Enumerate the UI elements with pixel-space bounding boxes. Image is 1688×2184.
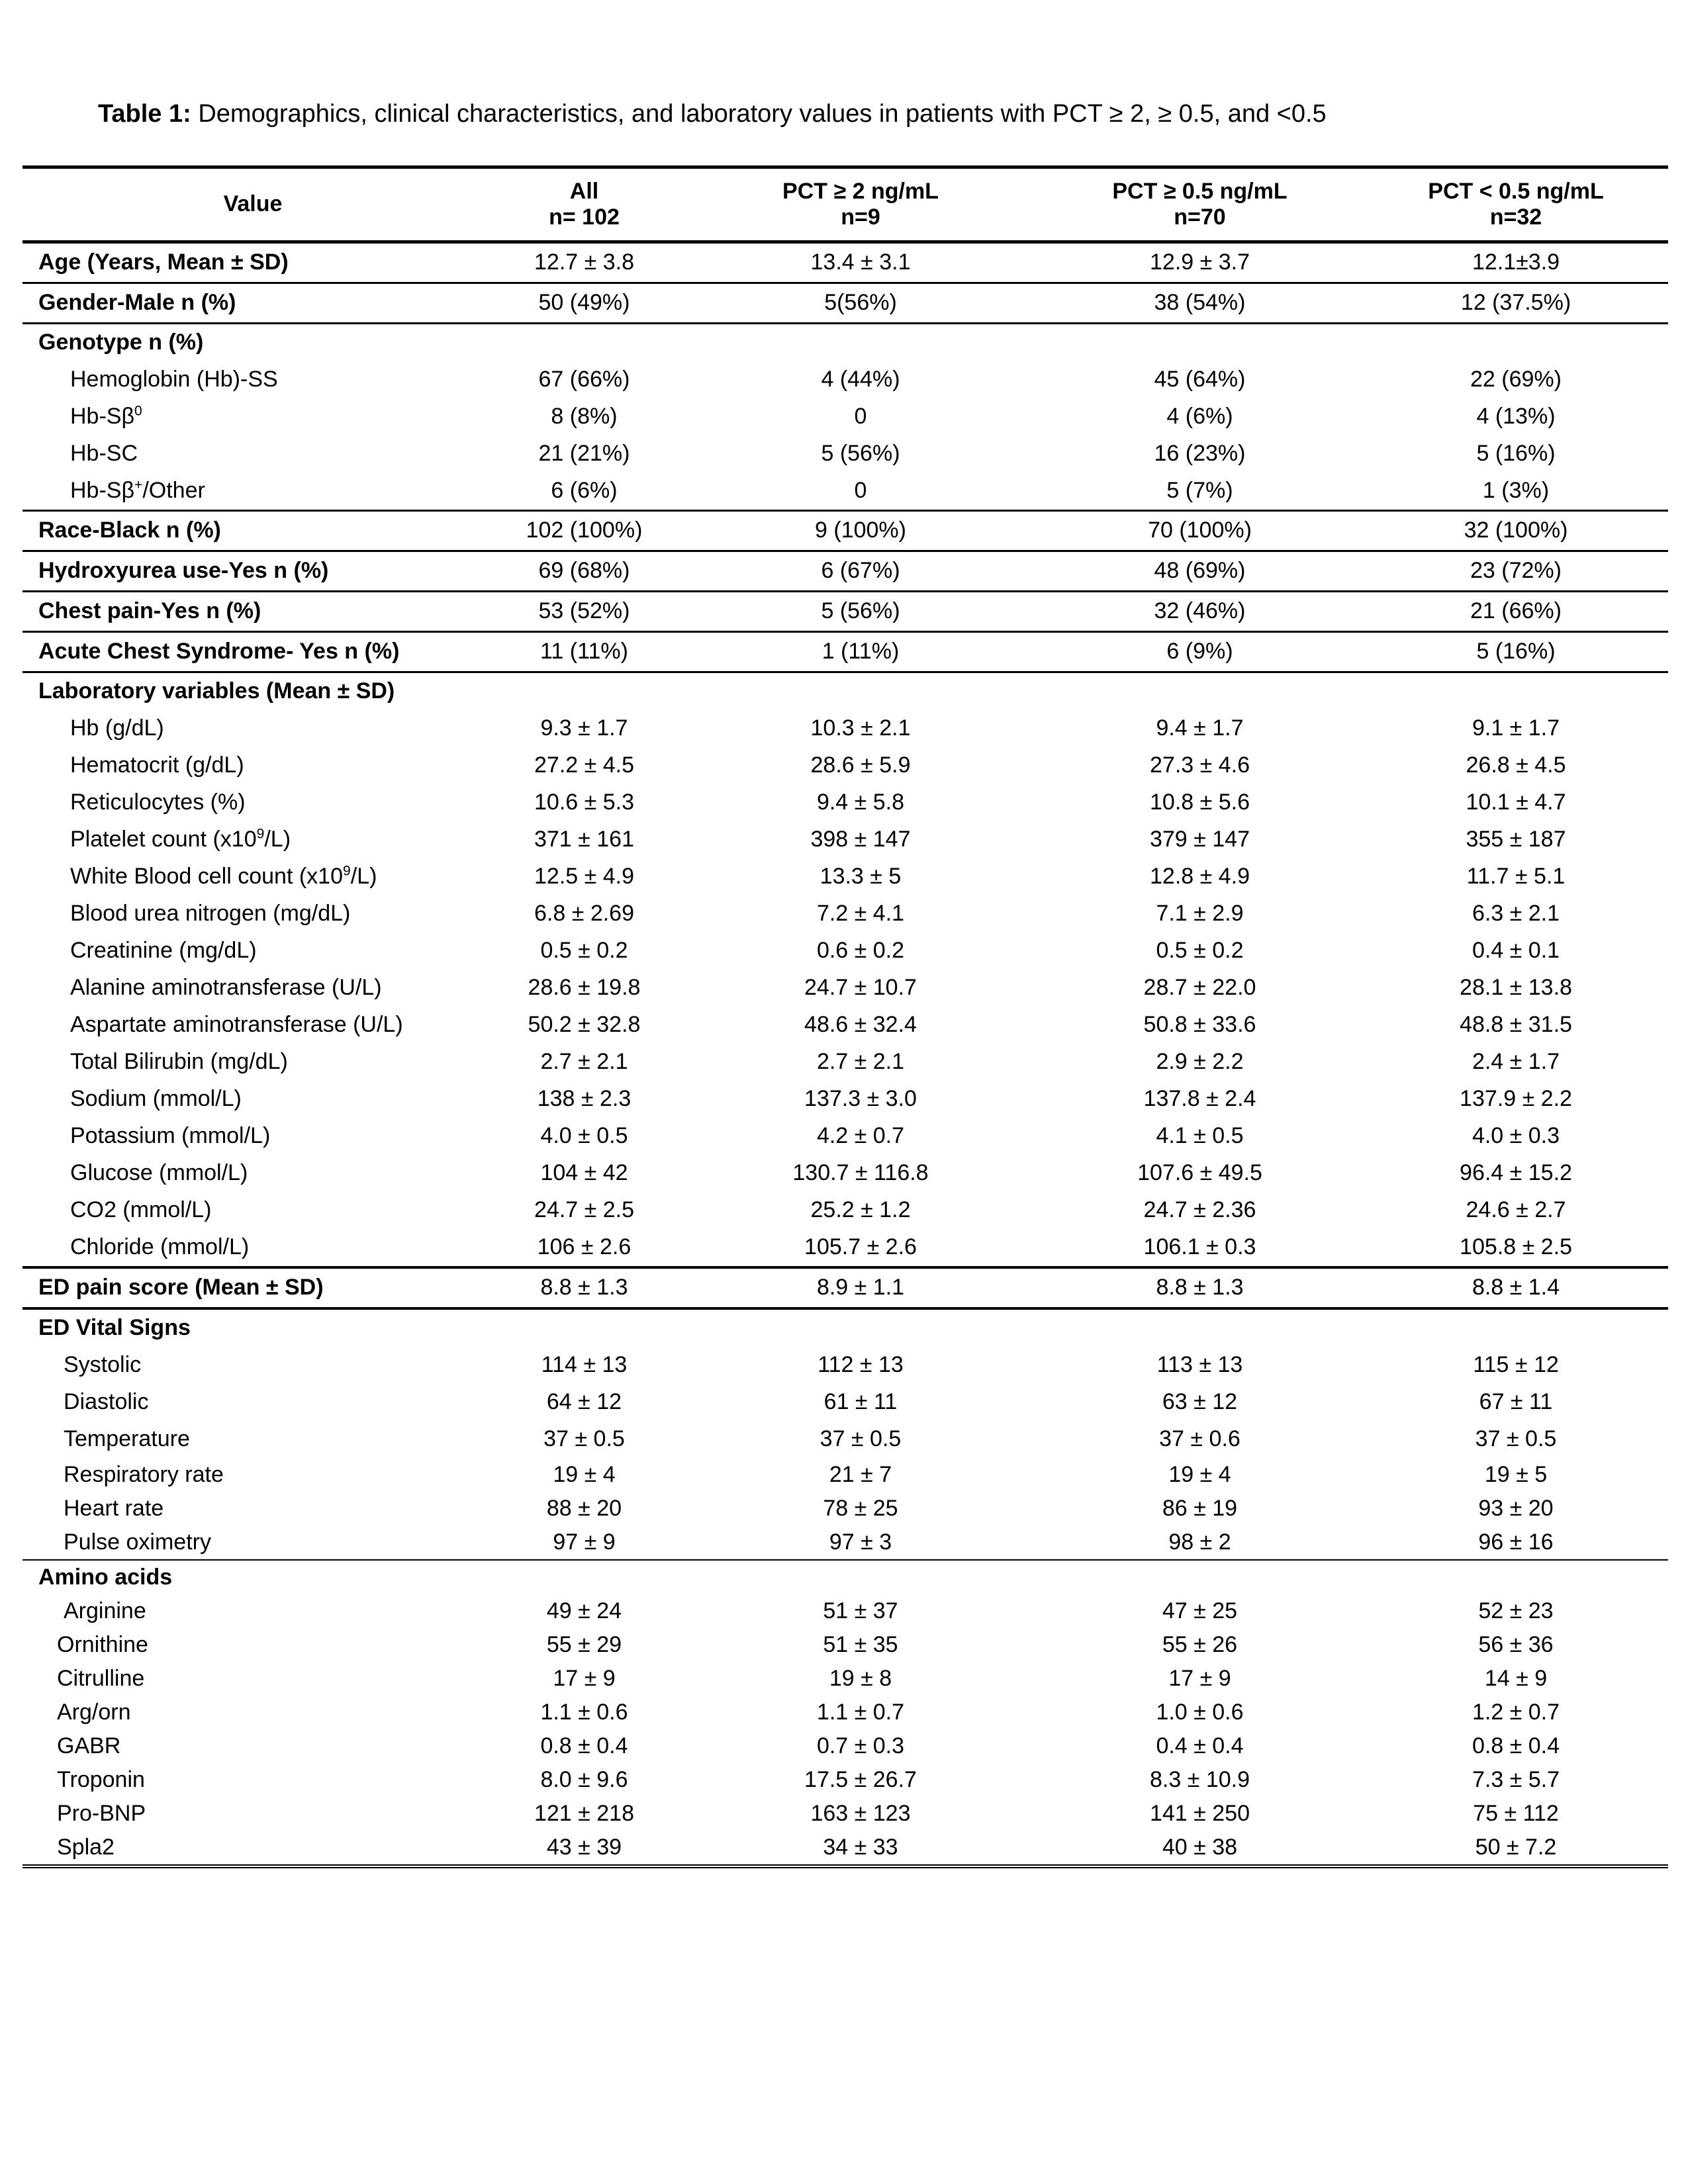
cell: 11.7 ± 5.1 — [1466, 864, 1566, 889]
cell: 12.9 ± 3.7 — [1150, 250, 1250, 275]
cell: 37 ± 0.6 — [1159, 1426, 1241, 1452]
cell: 1 (3%) — [1482, 478, 1550, 504]
cell: 12.7 ± 3.8 — [534, 250, 634, 275]
cell: 49 ± 24 — [546, 1598, 622, 1623]
table-row — [23, 1384, 1668, 1421]
table-row — [23, 1458, 1668, 1492]
table-row — [23, 858, 1668, 895]
cell: 28.6 ± 5.9 — [810, 752, 911, 778]
cell: 53 (52%) — [483, 592, 685, 632]
cell: 107.6 ± 49.5 — [1137, 1160, 1262, 1186]
cell: 0 — [854, 404, 867, 430]
cell: 28.1 ± 13.8 — [1460, 975, 1572, 1001]
cell: 51 ± 35 — [823, 1631, 898, 1657]
cell: 28.6 ± 19.8 — [528, 975, 641, 1001]
cell: 13.4 ± 3.1 — [810, 250, 911, 275]
row-label: Hematocrit (g/dL) — [70, 752, 244, 778]
cell: 32 (46%) — [1036, 592, 1364, 632]
cell: 98 ± 2 — [1168, 1529, 1231, 1555]
cell: 2.4 ± 1.7 — [1472, 1049, 1560, 1075]
cell: 0.4 ± 0.1 — [1472, 938, 1560, 964]
table-row — [23, 551, 1668, 592]
row-label: CO2 (mmol/L) — [70, 1197, 212, 1223]
cell: 4.1 ± 0.5 — [1156, 1123, 1244, 1149]
cell: 1 (11%) — [685, 632, 1036, 672]
row-label: White Blood cell count $(x10^9/L)$ — [70, 864, 377, 889]
cell: 141 ± 250 — [1149, 1800, 1250, 1826]
table-row — [23, 747, 1668, 784]
cell: 8 (8%) — [551, 404, 618, 430]
cell: 55 ± 29 — [546, 1631, 622, 1657]
table-row — [23, 1763, 1668, 1797]
cell: 137.9 ± 2.2 — [1460, 1086, 1572, 1112]
cell: 24.7 ± 2.5 — [534, 1197, 634, 1223]
cell: 26.8 ± 4.5 — [1466, 752, 1566, 778]
cell: 5(56%) — [685, 283, 1036, 324]
cell: 137.3 ± 3.0 — [804, 1086, 917, 1112]
cell: 32 (100%) — [1364, 511, 1668, 551]
cell: 0.7 ± 0.3 — [816, 1733, 905, 1758]
cell: 10.8 ± 5.6 — [1150, 790, 1250, 815]
caption-prefix: Table 1: — [98, 100, 191, 128]
cell: 11 (11%) — [483, 632, 685, 672]
cell: 38 (54%) — [1036, 283, 1364, 324]
cell: 64 ± 12 — [546, 1389, 622, 1415]
cell: 6 (6%) — [551, 478, 618, 504]
cell: 50 ± 7.2 — [1364, 1831, 1668, 1866]
row-label: Hydroxyurea use-Yes n (%) — [23, 551, 483, 592]
table-row — [23, 1118, 1668, 1155]
row-label: Sodium (mmol/L) — [70, 1086, 242, 1112]
row-label: Hb-SC — [70, 441, 138, 467]
cell: 102 (100%) — [483, 511, 685, 551]
header-pct2: PCT ≥ 2 ng/mL n=9 — [685, 167, 1036, 242]
section-row — [23, 1308, 1668, 1347]
cell: 105.7 ± 2.6 — [804, 1234, 917, 1260]
row-label: Systolic — [64, 1352, 142, 1378]
table-row — [23, 592, 1668, 632]
cell: 114 ± 13 — [541, 1352, 628, 1378]
section-label: Amino acids — [23, 1560, 483, 1594]
cell: 50.8 ± 33.6 — [1143, 1012, 1256, 1038]
row-label: Pulse oximetry — [64, 1529, 211, 1555]
section-label: Genotype n (%) — [23, 324, 483, 362]
table-row — [23, 1229, 1668, 1267]
cell: 6 (9%) — [1036, 632, 1364, 672]
cell: 0.5 ± 0.2 — [540, 938, 628, 964]
cell: 70 (100%) — [1036, 511, 1364, 551]
table-row — [23, 895, 1668, 933]
header-row — [23, 167, 1668, 242]
row-label: Blood urea nitrogen (mg/dL) — [70, 901, 351, 927]
cell: 12.8 ± 4.9 — [1150, 864, 1250, 889]
row-label: $Hb-S\beta^0$ — [70, 404, 142, 430]
cell: 106.1 ± 0.3 — [1143, 1234, 1256, 1260]
row-label: Total Bilirubin (mg/dL) — [70, 1049, 288, 1075]
table-row — [23, 1155, 1668, 1192]
cell: 23 (72%) — [1364, 551, 1668, 592]
section-label: ED Vital Signs — [23, 1308, 483, 1347]
row-label: Alanine aminotransferase (U/L) — [70, 975, 382, 1001]
cell: 5 (16%) — [1364, 632, 1668, 672]
cell: 10.6 ± 5.3 — [534, 790, 634, 815]
cell: 130.7 ± 116.8 — [792, 1160, 929, 1186]
cell: 6 (67%) — [685, 551, 1036, 592]
cell: 1.2 ± 0.7 — [1472, 1699, 1560, 1725]
cell: 2.9 ± 2.2 — [1156, 1049, 1244, 1075]
table-row — [23, 1267, 1668, 1308]
table-row — [23, 511, 1668, 551]
cell: 371 ± 161 — [534, 827, 634, 852]
cell: 163 ± 123 — [810, 1800, 911, 1826]
cell: 93 ± 20 — [1478, 1495, 1554, 1521]
cell: 69 (68%) — [483, 551, 685, 592]
cell: 0.6 ± 0.2 — [816, 938, 905, 964]
cell: 8.9 ± 1.1 — [685, 1267, 1036, 1308]
cell: 37 ± 0.5 — [820, 1426, 902, 1452]
table-row — [23, 1594, 1668, 1628]
cell: 9.1 ± 1.7 — [1472, 715, 1560, 741]
row-label: Diastolic — [64, 1389, 149, 1415]
row-label: Hb-Sβ+/Other — [70, 478, 205, 504]
section-row — [23, 672, 1668, 711]
cell: 379 ± 147 — [1149, 827, 1250, 852]
cell: 61 ± 11 — [823, 1389, 898, 1415]
cell: 37 ± 0.5 — [543, 1426, 625, 1452]
cell: 104 ± 42 — [540, 1160, 628, 1186]
cell: 27.2 ± 4.5 — [534, 752, 634, 778]
cell: 138 ± 2.3 — [537, 1086, 632, 1112]
cell: 0.4 ± 0.4 — [1156, 1733, 1244, 1758]
cell: 8.8 ± 1.4 — [1364, 1267, 1668, 1308]
table-row — [23, 435, 1668, 473]
table-row — [23, 1662, 1668, 1696]
table-row — [23, 1007, 1668, 1044]
row-label: Age (Years, Mean ± SD) — [38, 250, 289, 275]
cell: 48 (69%) — [1036, 551, 1364, 592]
cell: 6.8 ± 2.69 — [534, 901, 634, 927]
table-row — [23, 1421, 1668, 1458]
cell: 5 (56%) — [685, 592, 1036, 632]
row-label: Race-Black n (%) — [23, 511, 483, 551]
row-label: Temperature — [64, 1426, 190, 1452]
row-label: Potassium (mmol/L) — [70, 1123, 271, 1149]
row-label: GABR — [57, 1733, 121, 1758]
cell: 96.4 ± 15.2 — [1460, 1160, 1572, 1186]
cell: 21 (66%) — [1364, 592, 1668, 632]
cell: 9.4 ± 5.8 — [816, 790, 905, 815]
row-label: Arginine — [64, 1598, 146, 1623]
cell: 1.0 ± 0.6 — [1156, 1699, 1244, 1725]
section-row — [23, 324, 1668, 362]
cell: 7.3 ± 5.7 — [1472, 1766, 1560, 1792]
table-row — [23, 970, 1668, 1007]
cell: 24.7 ± 2.36 — [1143, 1197, 1256, 1223]
row-label: Spla2 — [23, 1831, 483, 1866]
cell: 48.8 ± 31.5 — [1460, 1012, 1572, 1038]
cell: 67 ± 11 — [1479, 1389, 1553, 1415]
row-label: Platelet count $(x10^9/L)$ — [70, 827, 291, 852]
cell: 56 ± 36 — [1478, 1631, 1554, 1657]
row-label: Creatinine (mg/dL) — [70, 938, 257, 964]
cell: 115 ± 12 — [1473, 1352, 1559, 1378]
cell: 34 ± 33 — [685, 1831, 1036, 1866]
cell: 50 (49%) — [483, 283, 685, 324]
table-row — [23, 710, 1668, 747]
cell: 10.3 ± 2.1 — [810, 715, 911, 741]
cell: 0.8 ± 0.4 — [540, 1733, 628, 1758]
cell: 19 ± 5 — [1484, 1461, 1548, 1487]
table-row — [23, 1797, 1668, 1831]
table-row — [23, 784, 1668, 821]
cell: 78 ± 25 — [823, 1495, 898, 1521]
table-row — [23, 283, 1668, 324]
cell: 12 (37.5%) — [1364, 283, 1668, 324]
cell: 12.1±3.9 — [1472, 250, 1560, 275]
table-row — [23, 1729, 1668, 1763]
cell: 8.3 ± 10.9 — [1150, 1766, 1250, 1792]
cell: 45 (64%) — [1154, 367, 1246, 392]
row-label: Citrulline — [57, 1665, 145, 1691]
cell: 24.6 ± 2.7 — [1466, 1197, 1566, 1223]
cell: 2.7 ± 2.1 — [540, 1049, 628, 1075]
cell: 37 ± 0.5 — [1475, 1426, 1557, 1452]
cell: 13.3 ± 5 — [820, 864, 902, 889]
cell: 398 ± 147 — [810, 827, 911, 852]
row-label: Glucose (mmol/L) — [70, 1160, 248, 1186]
cell: 9.3 ± 1.7 — [540, 715, 628, 741]
cell: 7.1 ± 2.9 — [1156, 901, 1244, 927]
cell: 6.3 ± 2.1 — [1472, 901, 1560, 927]
table-row — [23, 398, 1668, 435]
cell: 17 ± 9 — [1168, 1665, 1231, 1691]
table-row — [23, 1628, 1668, 1662]
cell: 5 (16%) — [1476, 441, 1556, 467]
row-label: Heart rate — [64, 1495, 164, 1521]
cell: 88 ± 20 — [546, 1495, 622, 1521]
cell: 17 ± 9 — [553, 1665, 616, 1691]
cell: 28.7 ± 22.0 — [1143, 975, 1256, 1001]
table-row — [23, 473, 1668, 511]
cell: 121 ± 218 — [534, 1800, 634, 1826]
cell: 40 ± 38 — [1036, 1831, 1364, 1866]
table-row — [23, 1525, 1668, 1560]
cell: 355 ± 187 — [1466, 827, 1566, 852]
cell: 86 ± 19 — [1162, 1495, 1238, 1521]
cell: 8.0 ± 9.6 — [540, 1766, 628, 1792]
cell: 5 (7%) — [1166, 478, 1233, 504]
cell: 12.5 ± 4.9 — [534, 864, 634, 889]
row-label: Gender-Male n (%) — [23, 283, 483, 324]
cell: 51 ± 37 — [823, 1598, 898, 1623]
table-row — [23, 933, 1668, 970]
cell: 22 (69%) — [1470, 367, 1562, 392]
cell: 113 ± 13 — [1156, 1352, 1243, 1378]
table-caption — [98, 99, 1327, 130]
cell: 8.8 ± 1.3 — [483, 1267, 685, 1308]
table-row — [23, 1696, 1668, 1729]
cell: 9.4 ± 1.7 — [1156, 715, 1244, 741]
cell: 4 (13%) — [1476, 404, 1556, 430]
cell: 43 ± 39 — [483, 1831, 685, 1866]
cell: 14 ± 9 — [1484, 1665, 1548, 1691]
table-row — [23, 1192, 1668, 1229]
cell: 112 ± 13 — [818, 1352, 904, 1378]
cell: 0 — [854, 478, 867, 504]
cell: 105.8 ± 2.5 — [1460, 1234, 1572, 1260]
cell: 48.6 ± 32.4 — [804, 1012, 917, 1038]
table-row — [23, 1081, 1668, 1118]
cell: 21 (21%) — [538, 441, 630, 467]
table-row — [23, 1831, 1668, 1866]
cell: 50.2 ± 32.8 — [528, 1012, 641, 1038]
header-all: All n= 102 — [483, 167, 685, 242]
cell: 137.8 ± 2.4 — [1143, 1086, 1256, 1112]
section-label: Laboratory variables (Mean ± SD) — [23, 672, 483, 711]
cell: 10.1 ± 4.7 — [1466, 790, 1566, 815]
table-row — [23, 1492, 1668, 1525]
cell: 19 ± 4 — [553, 1461, 616, 1487]
row-label: Chest pain-Yes n (%) — [23, 592, 483, 632]
cell: 4.2 ± 0.7 — [816, 1123, 905, 1149]
row-label: Troponin — [57, 1766, 145, 1792]
cell: 24.7 ± 10.7 — [804, 975, 917, 1001]
cell: 7.2 ± 4.1 — [816, 901, 905, 927]
row-label: Respiratory rate — [64, 1461, 224, 1487]
cell: 16 (23%) — [1154, 441, 1246, 467]
row-label: ED pain score (Mean ± SD) — [23, 1267, 483, 1308]
table-row — [23, 242, 1668, 283]
cell: 9 (100%) — [685, 511, 1036, 551]
cell: 52 ± 23 — [1478, 1598, 1554, 1623]
cell: 4.0 ± 0.5 — [540, 1123, 628, 1149]
cell: 47 ± 25 — [1162, 1598, 1238, 1623]
cell: 63 ± 12 — [1162, 1389, 1238, 1415]
cell: 96 ± 16 — [1478, 1529, 1554, 1555]
row-label: Hb (g/dL) — [70, 715, 164, 741]
table-row — [23, 1347, 1668, 1384]
cell: 19 ± 4 — [1168, 1461, 1231, 1487]
table-row — [23, 1044, 1668, 1081]
cell: 25.2 ± 1.2 — [810, 1197, 911, 1223]
cell: 97 ± 9 — [553, 1529, 616, 1555]
row-label: Pro-BNP — [57, 1800, 146, 1826]
cell: 8.8 ± 1.3 — [1036, 1267, 1364, 1308]
cell: 0.5 ± 0.2 — [1156, 938, 1244, 964]
cell: 2.7 ± 2.1 — [816, 1049, 905, 1075]
row-label: Acute Chest Syndrome- Yes n (%) — [23, 632, 483, 672]
cell: 4.0 ± 0.3 — [1472, 1123, 1560, 1149]
row-label: Ornithine — [57, 1631, 148, 1657]
section-row — [23, 1560, 1668, 1594]
cell: 67 (66%) — [538, 367, 630, 392]
header-pctlt05: PCT < 0.5 ng/mL n=32 — [1364, 167, 1668, 242]
cell: 5 (56%) — [821, 441, 900, 467]
cell: 1.1 ± 0.7 — [816, 1699, 905, 1725]
cell: 0.8 ± 0.4 — [1472, 1733, 1560, 1758]
cell: 27.3 ± 4.6 — [1150, 752, 1250, 778]
row-label: Arg/orn — [57, 1699, 131, 1725]
cell: 4 (44%) — [821, 367, 900, 392]
cell: 17.5 ± 26.7 — [804, 1766, 917, 1792]
table-row — [23, 632, 1668, 672]
cell: 4 (6%) — [1166, 404, 1233, 430]
header-value: Value — [23, 167, 483, 242]
row-label: Reticulocytes (%) — [70, 790, 246, 815]
table-row — [23, 361, 1668, 398]
cell: 106 ± 2.6 — [537, 1234, 632, 1260]
cell: 55 ± 26 — [1162, 1631, 1238, 1657]
data-table — [23, 165, 1668, 1868]
table-row — [23, 821, 1668, 858]
row-label: Aspartate aminotransferase (U/L) — [70, 1012, 403, 1038]
row-label: Hemoglobin (Hb)-SS — [70, 367, 278, 392]
caption-text: Demographics, clinical characteristics, and laboratory values in patients with PCT ≥ 2, ≥ 0.5, and <0.5 — [191, 100, 1327, 128]
row-label: Chloride (mmol/L) — [70, 1234, 250, 1260]
cell: 19 ± 8 — [829, 1665, 892, 1691]
cell: 75 ± 112 — [1473, 1800, 1559, 1826]
cell: 97 ± 3 — [829, 1529, 892, 1555]
header-pct05: PCT ≥ 0.5 ng/mL n=70 — [1036, 167, 1364, 242]
cell: 1.1 ± 0.6 — [540, 1699, 628, 1725]
cell: 21 ± 7 — [829, 1461, 892, 1487]
